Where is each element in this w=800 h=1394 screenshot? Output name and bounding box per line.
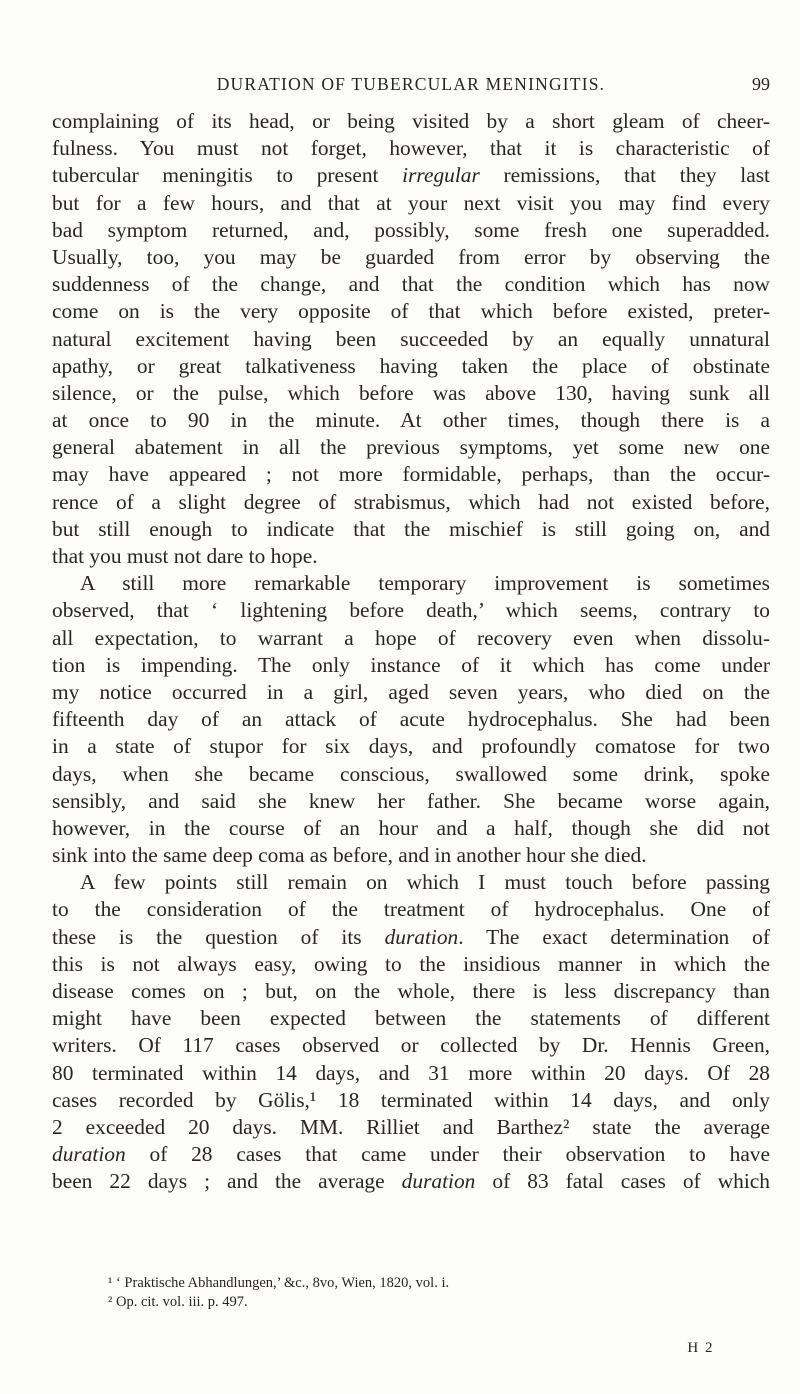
text-line: fulness. You must not forget, however, that it is characteristic of bbox=[52, 136, 770, 161]
text-line: but for a few hours, and that at your next visit you may find every bbox=[52, 190, 770, 215]
text-line: been 22 days ; and the average duration of 83 fatal cases of which bbox=[52, 1169, 770, 1194]
text-line: cases recorded by Gölis,¹ 18 terminated within 14 days, and only bbox=[52, 1087, 770, 1112]
paragraph-end-line: sink into the same deep coma as before, and in another hour she died. bbox=[52, 843, 647, 868]
body-text bbox=[52, 108, 770, 1196]
text-line: at once to 90 in the minute. At other times, though there is a bbox=[52, 408, 770, 433]
text-line: tion is impending. The only instance of it which has come under bbox=[52, 652, 770, 677]
text-line: sensibly, and said she knew her father. She became worse again, bbox=[52, 788, 770, 813]
paragraph-end-line: that you must not dare to hope. bbox=[52, 544, 318, 568]
text-line: 80 terminated within 14 days, and 31 more within 20 days. Of 28 bbox=[52, 1060, 770, 1085]
text-line: complaining of its head, or being visited by a short gleam of cheer- bbox=[52, 109, 770, 133]
paragraph-start-line: A few points still remain on which I must touch before passing bbox=[80, 870, 770, 895]
text-line: bad symptom returned, and, possibly, some fresh one superadded. bbox=[52, 217, 770, 242]
text-line: observed, that ‘ lightening before death,’ which seems, contrary to bbox=[52, 598, 770, 623]
text-line: 2 exceeded 20 days. MM. Rilliet and Barthez² state the average bbox=[52, 1114, 770, 1139]
text-line: writers. Of 117 cases observed or collected by Dr. Hennis Green, bbox=[52, 1033, 770, 1058]
text-line: fifteenth day of an attack of acute hydrocephalus. She had been bbox=[52, 707, 770, 732]
text-line: suddenness of the change, and that the condition which has now bbox=[52, 272, 770, 297]
footnotes bbox=[52, 1274, 770, 1312]
text-line: may have appeared ; not more formidable, perhaps, than the occur- bbox=[52, 462, 770, 487]
page-number: 99 bbox=[752, 74, 770, 94]
text-line: general abatement in all the previous symptoms, yet some new one bbox=[52, 435, 770, 460]
text-line: my notice occurred in a girl, aged seven years, who died on the bbox=[52, 679, 770, 704]
text-line: these is the question of its duration. The exact determination of bbox=[52, 924, 770, 949]
running-title: DURATION OF TUBERCULAR MENINGITIS. bbox=[216, 74, 606, 94]
text-line: duration of 28 cases that came under their observation to have bbox=[52, 1142, 770, 1167]
text-line: in a state of stupor for six days, and profoundly comatose for two bbox=[52, 734, 770, 759]
text-line: natural excitement having been succeeded by an equally unnatural bbox=[52, 326, 770, 351]
running-head bbox=[52, 74, 770, 100]
footnote: ¹ ‘ Praktische Abhandlungen,’ &c., 8vo, Wien, 1820, vol. i. bbox=[108, 1275, 450, 1291]
signature-mark: H 2 bbox=[687, 1340, 714, 1356]
text-line: come on is the very opposite of that which before existed, preter- bbox=[52, 299, 770, 324]
text-line: rence of a slight degree of strabismus, which had not existed before, bbox=[52, 489, 770, 514]
footnote: ² Op. cit. vol. iii. p. 497. bbox=[108, 1294, 248, 1310]
paragraph-start-line: A still more remarkable temporary improvement is sometimes bbox=[80, 571, 770, 596]
text-line: might have been expected between the statements of different bbox=[52, 1006, 770, 1031]
text-line: to the consideration of the treatment of hydrocephalus. One of bbox=[52, 897, 770, 922]
text-line: all expectation, to warrant a hope of recovery even when dissolu- bbox=[52, 625, 770, 650]
text-line: this is not always easy, owing to the insidious manner in which the bbox=[52, 951, 770, 976]
text-line: Usually, too, you may be guarded from error by observing the bbox=[52, 244, 770, 269]
text-line: but still enough to indicate that the mischief is still going on, and bbox=[52, 516, 770, 541]
text-line: disease comes on ; but, on the whole, there is less discrepancy than bbox=[52, 979, 770, 1003]
text-line: days, when she became conscious, swallowed some drink, spoke bbox=[52, 761, 770, 786]
text-line: silence, or the pulse, which before was above 130, having sunk all bbox=[52, 380, 770, 405]
text-line: apathy, or great talkativeness having taken the place of obstinate bbox=[52, 353, 770, 378]
text-line: tubercular meningitis to present irregular remissions, that they last bbox=[52, 163, 770, 188]
text-line: however, in the course of an hour and a half, though she did not bbox=[52, 815, 770, 840]
